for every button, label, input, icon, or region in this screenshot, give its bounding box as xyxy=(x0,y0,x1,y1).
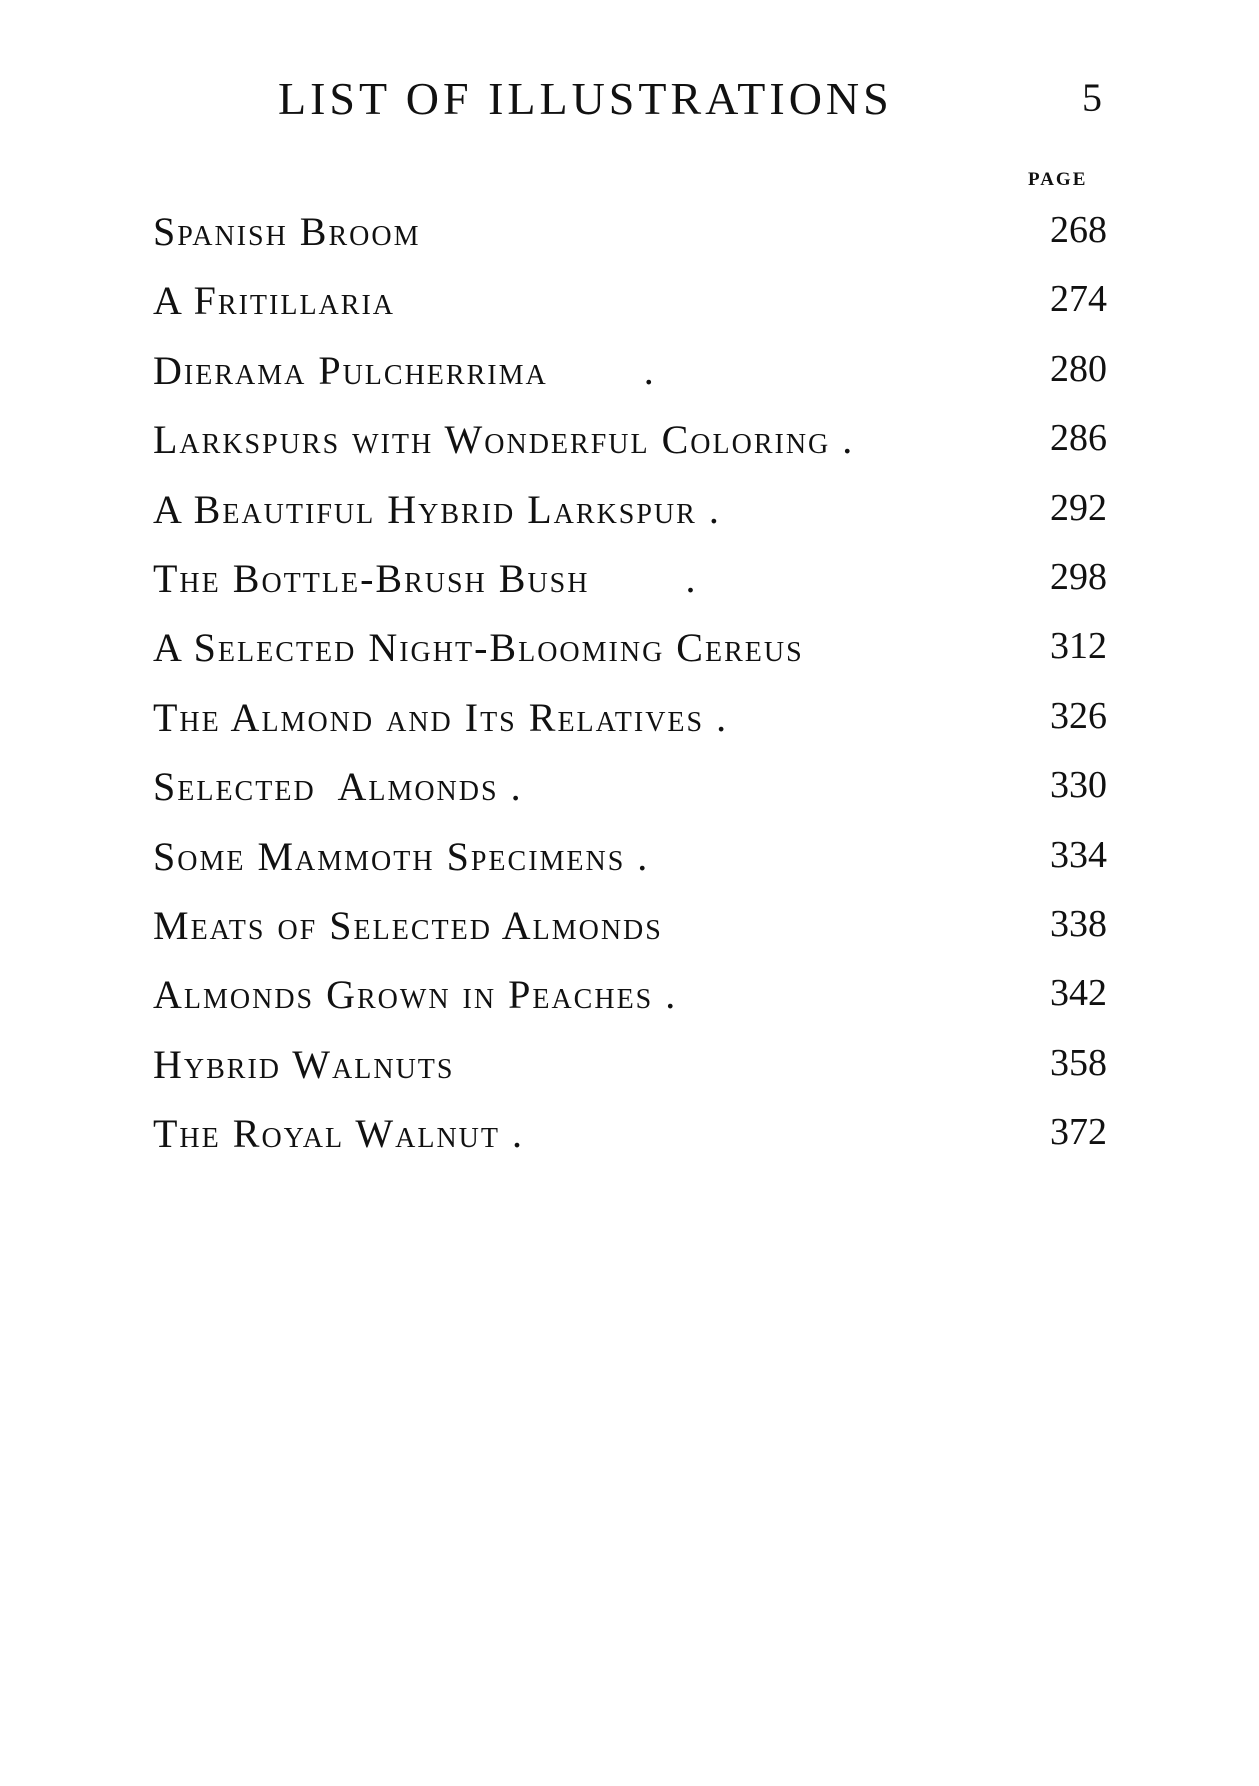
entry-title: Almonds Grown in Peaches . xyxy=(153,972,678,1018)
list-item xyxy=(0,616,1259,685)
entry-page: 274 xyxy=(1050,278,1107,321)
entry-title: A Beautiful Hybrid Larkspur . xyxy=(153,486,721,532)
list-item xyxy=(0,825,1259,894)
list-item xyxy=(0,339,1259,408)
entry-page: 298 xyxy=(1050,555,1107,598)
illustration-list xyxy=(0,200,1259,1171)
list-item xyxy=(0,478,1259,547)
list-item xyxy=(0,408,1259,477)
list-item xyxy=(0,547,1259,616)
entry-title: Dierama Pulcherrima . xyxy=(153,347,656,393)
list-item xyxy=(0,755,1259,824)
entry-title: Some Mammoth Specimens . xyxy=(153,833,650,879)
list-item xyxy=(0,1033,1259,1102)
list-item xyxy=(0,1102,1259,1171)
list-item xyxy=(0,269,1259,338)
entry-title: The Almond and Its Relatives . xyxy=(153,694,729,740)
page-column-label: PAGE xyxy=(1028,169,1088,190)
running-head xyxy=(0,72,1259,132)
entry-title: A Fritillaria xyxy=(153,278,396,324)
entry-title: Hybrid Walnuts xyxy=(153,1041,455,1087)
entry-title: The Royal Walnut . xyxy=(153,1111,524,1157)
entry-page: 372 xyxy=(1050,1111,1107,1154)
entry-page: 338 xyxy=(1050,902,1107,945)
list-item xyxy=(0,894,1259,963)
list-item xyxy=(0,963,1259,1032)
entry-page: 334 xyxy=(1050,833,1107,876)
entry-title: Larkspurs with Wonderful Coloring . xyxy=(153,417,855,463)
entry-title: The Bottle-Brush Bush . xyxy=(153,555,698,601)
entry-page: 326 xyxy=(1050,694,1107,737)
entry-page: 280 xyxy=(1050,347,1107,390)
list-item xyxy=(0,686,1259,755)
list-item xyxy=(0,200,1259,269)
entry-title: A Selected Night-Blooming Cereus xyxy=(153,625,804,671)
entry-page: 312 xyxy=(1050,625,1107,668)
page-title: LIST OF ILLUSTRATIONS xyxy=(278,73,893,124)
entry-page: 330 xyxy=(1050,764,1107,807)
entry-page: 268 xyxy=(1050,209,1107,251)
entry-title: Meats of Selected Almonds xyxy=(153,902,663,948)
entry-page: 286 xyxy=(1050,417,1107,460)
entry-page: 342 xyxy=(1050,972,1107,1015)
entry-title: Selected Almonds . xyxy=(153,764,523,810)
entry-page: 358 xyxy=(1050,1041,1107,1084)
entry-title: Spanish Broom xyxy=(153,209,421,254)
entry-page: 292 xyxy=(1050,486,1107,529)
page-number: 5 xyxy=(1082,75,1102,120)
